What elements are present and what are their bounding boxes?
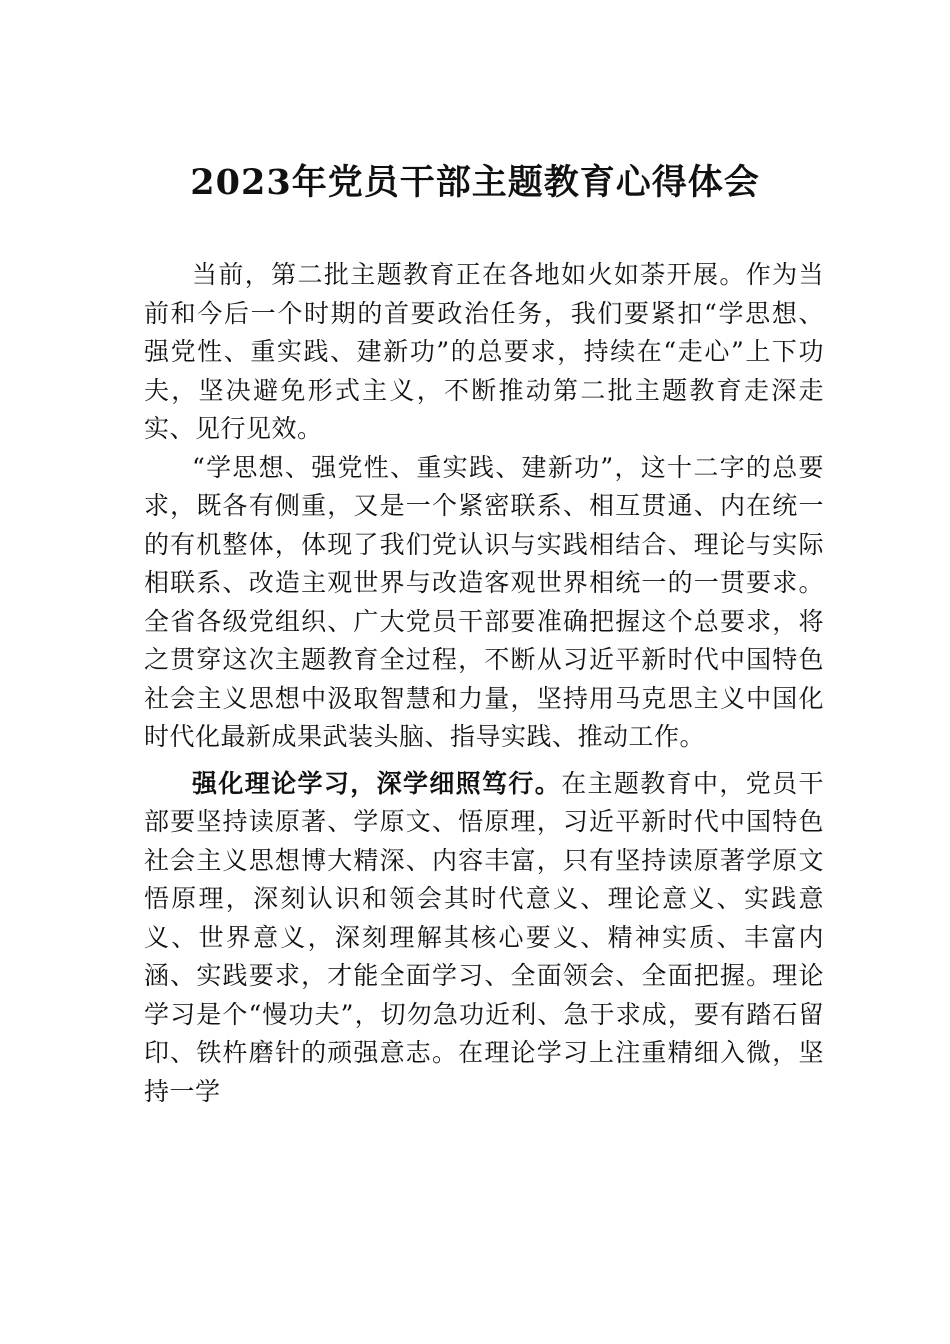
- paragraph-1: [144, 256, 824, 449]
- paragraph-2-text: “学思想、强党性、重实践、建新功”，这十二字的总要求，既各有侧重，又是一个紧密联系、相互贯通、内在统一的有机整体，体现了我们党认识与实践相结合、理论与实际相联系、改造主观世界与改造客观世界相统一的一贯要求。 全省各级党组织、广大党员干部要准确把握这个总要求，将之贯穿这次主题教育全过程，不断从习近平新时代中国特色社会主义思想中汲取智慧和力量，坚持用马克思主义中国化时代化最新成果武装头脑、指导实践、推动工作。: [144, 452, 824, 751]
- document-body: [144, 256, 824, 1111]
- paragraph-3: [144, 765, 824, 1112]
- page-title: 2023年党员干部主题教育心得体会: [190, 162, 760, 203]
- paragraph-1-text: 当前，第二批主题教育正在各地如火如荼开展。作为当前和今后一个时期的首要政治任务，我们要紧扣“学思想、 强党性、重实践、建新功”的总要求，持续在“走心”上下功夫，坚决避免形式主义，不断推动第二批主题教育走深走实、见行见效。: [144, 260, 824, 443]
- paragraph-3-text: 在主题教育中，党员干部要坚持读原著、学原文、悟原理，习近平新时代中国特色社会主义思想博大精深、内容丰富，只有坚持读原著学原文悟原理，深刻认识和领会其时代意义、理论意义、实践意义、世界意义，深刻理解其核心要义、精神实质、丰富内涵、实践要求，才能全面学习、全面领会、全面把握。理论学习是个“慢功夫”，切勿急功近利、急于求成，要有踏石留印、铁杵磨针的顽强意志。在理论学习上注重精细入微，坚持一学: [144, 768, 824, 1106]
- paragraph-3-lead: 强化理论学习，深学细照笃行。: [192, 768, 562, 798]
- paragraph-2: [144, 449, 824, 757]
